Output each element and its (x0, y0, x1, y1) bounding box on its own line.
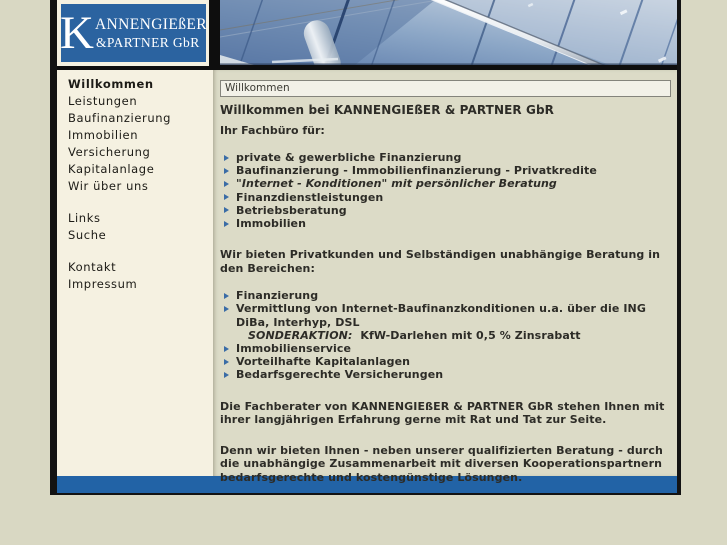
list-item-label: Vorteilhafte Kapitalanlagen (236, 355, 411, 369)
list-item (220, 355, 671, 368)
nav-group (57, 75, 213, 194)
logo-initial: K (60, 7, 94, 60)
site-frame (50, 0, 681, 495)
list-item (220, 302, 671, 342)
page-title-bar: Willkommen (220, 80, 671, 97)
list-item-label: Finanzierung (236, 289, 319, 303)
nav-group (57, 209, 213, 243)
list-item (220, 368, 671, 381)
list-item-label: Vermittlung von Internet-Baufinanzkonditionen u.a. über die ING DiBa, Interhyp, DSL (236, 302, 646, 329)
bullet-triangle-icon (224, 346, 229, 352)
list-item-note (236, 329, 671, 342)
page-heading: Willkommen bei KANNENGIEßER & PARTNER GbR (220, 103, 554, 117)
bullet-triangle-icon (224, 181, 229, 187)
list-item (220, 177, 671, 190)
nav-group (57, 258, 213, 292)
list-item (220, 217, 671, 230)
closing-paragraph-2: Denn wir bieten Ihnen - neben unserer qualifizierten Beratung - durch die unabhängige Zusammenarbeit mit diversen Kooperationspartnern bedarfsgerechte und kostengünstige Lösungen. (220, 443, 663, 484)
sidebar-nav (57, 70, 213, 476)
sidebar-item-wir-über-uns[interactable]: Wir über uns (68, 178, 149, 193)
areas-list (220, 289, 671, 381)
sidebar-item-impressum[interactable]: Impressum (68, 276, 138, 291)
offer-intro-paragraph: Wir bieten Privatkunden und Selbständigen unabhängige Beratung in den Bereichen: (220, 248, 661, 275)
bullet-triangle-icon (224, 372, 229, 378)
bullet-triangle-icon (224, 207, 229, 213)
logo-text (95, 17, 207, 49)
site-logo[interactable] (61, 4, 206, 62)
header-banner (57, 0, 677, 70)
sidebar-item-suche[interactable]: Suche (68, 227, 107, 242)
list-item (220, 151, 671, 164)
bullet-triangle-icon (224, 194, 229, 200)
services-list (220, 151, 671, 230)
building-photo (220, 0, 677, 65)
list-item-label: Betriebsberatung (236, 203, 347, 217)
sidebar-item-links[interactable]: Links (68, 210, 101, 225)
list-item (220, 191, 671, 204)
subheading: Ihr Fachbüro für: (220, 124, 325, 137)
logo-partner-line: &PARTNER GbR (95, 34, 200, 50)
sidebar-item-versicherung[interactable]: Versicherung (68, 144, 151, 159)
sidebar-item-kontakt[interactable]: Kontakt (68, 259, 117, 274)
sidebar-item-kapitalanlage[interactable]: Kapitalanlage (68, 161, 155, 176)
bullet-triangle-icon (224, 155, 229, 161)
list-item-label: Bedarfsgerechte Versicherungen (236, 368, 444, 382)
note-label: SONDERAKTION: (248, 328, 353, 342)
list-item (220, 289, 671, 302)
bullet-triangle-icon (224, 168, 229, 174)
list-item-label: "Internet - Konditionen" mit persönlicher Beratung (236, 177, 557, 191)
logo-area (57, 0, 209, 66)
list-item (220, 204, 671, 217)
list-item (220, 164, 671, 177)
sidebar-item-leistungen[interactable]: Leistungen (68, 93, 138, 108)
sidebar-item-baufinanzierung[interactable]: Baufinanzierung (68, 110, 172, 125)
bullet-triangle-icon (224, 293, 229, 299)
logo-company-name: ANNENGIEßER (94, 16, 207, 33)
list-item-label: private & gewerbliche Finanzierung (236, 151, 462, 164)
list-item (220, 342, 671, 355)
note-text: KfW-Darlehen mit 0,5 % Zinsrabatt (352, 328, 581, 342)
list-item-label: Finanzdienstleistungen (236, 190, 384, 204)
bullet-triangle-icon (224, 359, 229, 365)
page-body (57, 70, 677, 484)
sidebar-item-willkommen[interactable]: Willkommen (68, 76, 154, 91)
main-content (213, 70, 677, 484)
list-item-label: Baufinanzierung - Immobilienfinanzierung - Privatkredite (236, 164, 597, 178)
bullet-triangle-icon (224, 221, 229, 227)
closing-paragraph-1: Die Fachberater von KANNENGIEßER & PARTNER GbR stehen Ihnen mit ihrer langjährigen Erfahrung gerne mit Rat und Tat zur Seite. (220, 399, 665, 427)
list-item-label: Immobilien (236, 217, 307, 231)
bullet-triangle-icon (224, 306, 229, 312)
list-item-label: Immobilienservice (236, 342, 352, 356)
sidebar-item-immobilien[interactable]: Immobilien (68, 127, 139, 142)
glass-facade-image (220, 0, 677, 65)
